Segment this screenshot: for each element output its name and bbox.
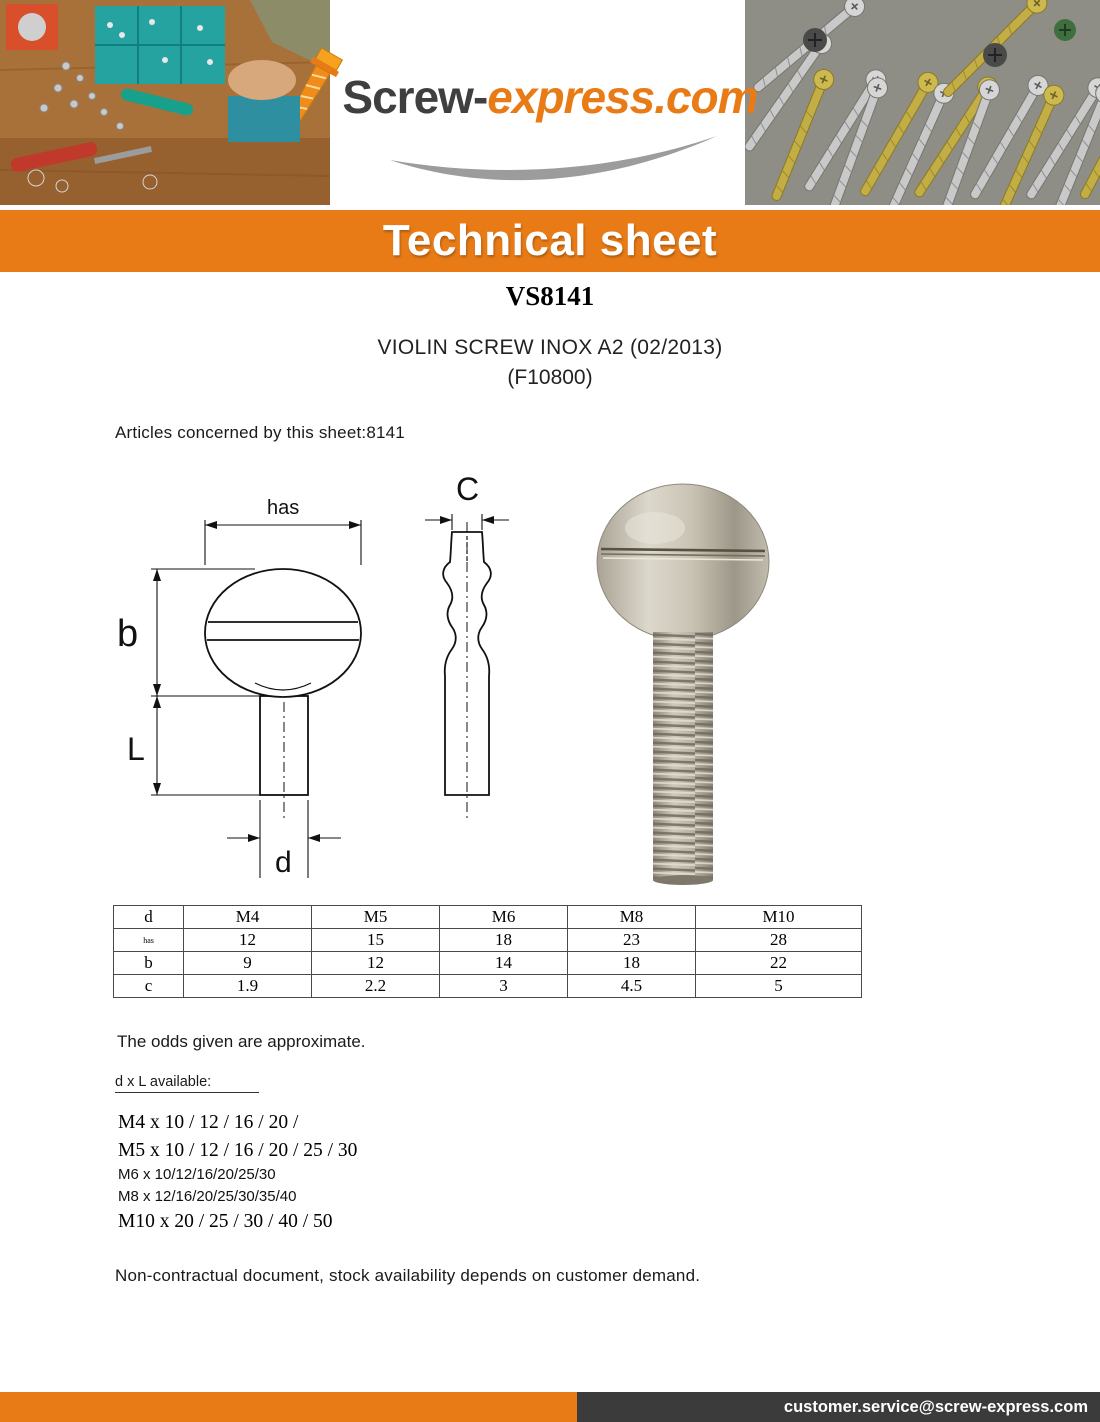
spec-cell: M6 bbox=[440, 906, 568, 929]
brand-name-dark: Screw- bbox=[342, 71, 488, 123]
spec-cell: 28 bbox=[696, 929, 862, 952]
front-view-drawing bbox=[205, 569, 361, 818]
footer-email-link[interactable]: customer.service@screw-express.com bbox=[783, 1398, 1088, 1416]
available-sizes-label: d x L available: bbox=[115, 1074, 259, 1093]
spec-cell: 14 bbox=[440, 952, 568, 975]
dim-label-b: b bbox=[117, 613, 139, 655]
spec-cell: M4 bbox=[184, 906, 312, 929]
workbench-photo bbox=[0, 0, 330, 205]
spec-cell: c bbox=[114, 975, 184, 998]
footer-accent-stripe bbox=[0, 1392, 577, 1422]
hand bbox=[228, 60, 296, 100]
table-row bbox=[114, 952, 862, 975]
spec-cell: 1.9 bbox=[184, 975, 312, 998]
articles-note: Articles concerned by this sheet:8141 bbox=[115, 423, 405, 442]
table-row bbox=[114, 906, 862, 929]
table-row bbox=[114, 975, 862, 998]
spec-cell: 3 bbox=[440, 975, 568, 998]
spec-cell: 23 bbox=[568, 929, 696, 952]
approximate-note: The odds given are approximate. bbox=[117, 1032, 366, 1051]
product-photo bbox=[597, 484, 769, 885]
spec-cell: d bbox=[114, 906, 184, 929]
spec-cell: 18 bbox=[440, 929, 568, 952]
spec-cell: M10 bbox=[696, 906, 862, 929]
document-code: VS8141 bbox=[505, 281, 595, 311]
list-item: M10 x 20 / 25 / 30 / 40 / 50 bbox=[118, 1211, 333, 1233]
list-item: M4 x 10 / 12 / 16 / 20 / bbox=[118, 1112, 299, 1133]
technical-drawing bbox=[95, 470, 825, 895]
footer-bar bbox=[0, 1392, 1100, 1422]
spec-cell: 18 bbox=[568, 952, 696, 975]
product-name: VIOLIN SCREW INOX A2 (02/2013) bbox=[377, 336, 723, 359]
table-row bbox=[114, 929, 862, 952]
disclaimer-text: Non-contractual document, stock availability depends on customer demand. bbox=[115, 1266, 701, 1285]
spec-cell: has bbox=[114, 929, 184, 952]
spec-cell: 15 bbox=[312, 929, 440, 952]
spec-cell: 4.5 bbox=[568, 975, 696, 998]
spec-cell: 22 bbox=[696, 952, 862, 975]
spec-cell: 9 bbox=[184, 952, 312, 975]
dim-label-L: L bbox=[127, 731, 145, 767]
spec-cell: b bbox=[114, 952, 184, 975]
product-reference: (F10800) bbox=[507, 366, 593, 389]
spec-cell: M5 bbox=[312, 906, 440, 929]
side-view-drawing bbox=[443, 522, 491, 820]
spec-cell: 2.2 bbox=[312, 975, 440, 998]
title-banner bbox=[0, 210, 1100, 272]
brand-logo bbox=[330, 70, 770, 124]
spec-table bbox=[113, 905, 862, 998]
dim-label-d: d bbox=[275, 846, 292, 879]
dim-label-has: has bbox=[267, 497, 300, 519]
spec-cell: M8 bbox=[568, 906, 696, 929]
list-item: M5 x 10 / 12 / 16 / 20 / 25 / 30 bbox=[118, 1139, 358, 1161]
screws-pile-photo bbox=[745, 0, 1100, 205]
dim-label-C: C bbox=[456, 471, 480, 507]
logo-swoosh bbox=[385, 128, 725, 198]
spec-cell: 12 bbox=[312, 952, 440, 975]
list-item: M8 x 12/16/20/25/30/35/40 bbox=[118, 1188, 297, 1206]
spec-cell: 5 bbox=[696, 975, 862, 998]
brand-name-orange: express.com bbox=[487, 71, 758, 123]
available-sizes-list bbox=[118, 1110, 357, 1237]
parts-tray bbox=[228, 96, 300, 142]
spec-cell: 12 bbox=[184, 929, 312, 952]
page-title: Technical sheet bbox=[382, 216, 718, 265]
list-item: M6 x 10/12/16/20/25/30 bbox=[118, 1166, 276, 1184]
